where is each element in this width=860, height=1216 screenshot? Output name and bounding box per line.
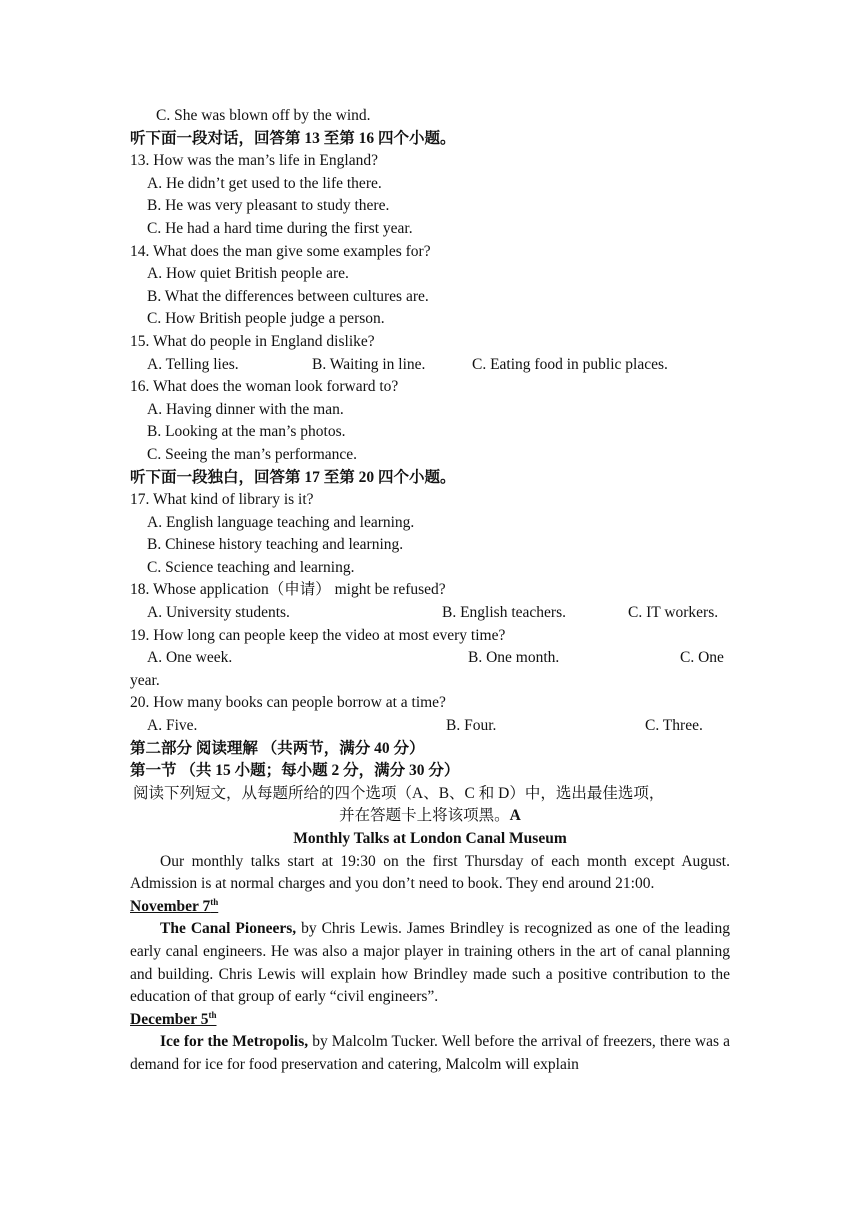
question-15: 15. What do people in England dislike?: [130, 332, 375, 350]
page-content: [130, 105, 730, 1077]
passage-letter: A: [509, 807, 521, 825]
q15-option-c: C. Eating food in public places.: [472, 355, 668, 373]
q18-options: [130, 602, 730, 625]
question-13: 13. How was the man’s life in England?: [130, 152, 378, 170]
q17-option-a: A. English language teaching and learning.: [147, 513, 415, 531]
q19-option-a: A. One week.: [147, 649, 233, 667]
instructions-line-2: [130, 805, 730, 828]
november-talk-body: by Chris Lewis. James Brindley is recognized as one of the leading early canal engineers. He was also a major player in training others in the art of canal planning and building. Chris Lewis will explain how Brindley made such a positive contribution to the education of that group of early “civil engineers”.: [130, 920, 730, 1006]
q14-option-a: A. How quiet British people are.: [147, 265, 349, 283]
q20-option-c: C. Three.: [645, 717, 703, 735]
q12-option-c: C. She was blown off by the wind.: [156, 107, 371, 124]
question-19: 19. How long can people keep the video at most every time?: [130, 626, 506, 644]
q15-option-a: A. Telling lies.: [147, 355, 239, 373]
instructions-text: 并在答题卡上将该项黑。: [339, 807, 510, 825]
question-17: 17. What kind of library is it?: [130, 491, 314, 509]
question-20: 20. How many books can people borrow at a time?: [130, 694, 446, 712]
q13-option-a: A. He didn’t get used to the life there.: [147, 174, 382, 192]
intro-text: Our monthly talks start at 19:30 on the first Thursday of each month except August. Admission is at normal charges and you don’t need to book. They end around 21:00.: [130, 852, 730, 893]
november-paragraph: [130, 918, 730, 1008]
section-heading-dialogue: 听下面一段对话，回答第 13 至第 16 四个小题。: [130, 129, 456, 147]
november-talk-title: The Canal Pioneers,: [160, 920, 297, 938]
q19-option-c-wrap: year.: [130, 671, 160, 689]
q17-option-c: C. Science teaching and learning.: [147, 558, 355, 576]
part-two-heading: 第二部分 阅读理解 （共两节，满分 40 分）: [130, 739, 425, 757]
q13-option-c: C. He had a hard time during the first year.: [147, 219, 413, 237]
question-16: 16. What does the woman look forward to?: [130, 378, 399, 396]
q20-option-a: A. Five.: [147, 717, 198, 735]
q16-option-a: A. Having dinner with the man.: [147, 400, 344, 418]
intro-paragraph: [130, 851, 730, 896]
instructions-line-1: 阅读下列短文，从每题所给的四个选项（A、B、C 和 D）中，选出最佳选项，: [133, 784, 665, 802]
section-heading-monologue: 听下面一段独白，回答第 17 至第 20 四个小题。: [130, 468, 456, 486]
december-date: December 5th: [130, 1009, 217, 1028]
q19-options: [130, 647, 730, 670]
q13-option-b: B. He was very pleasant to study there.: [147, 197, 390, 215]
q18-option-b: B. English teachers.: [442, 604, 566, 622]
passage-title: Monthly Talks at London Canal Museum: [293, 830, 567, 847]
q15-options: [130, 354, 730, 377]
november-date: November 7th: [130, 896, 219, 915]
q15-option-b: B. Waiting in line.: [312, 355, 426, 373]
question-14: 14. What does the man give some examples for?: [130, 242, 431, 260]
q19-option-c: C. One: [680, 649, 724, 667]
december-talk-title: Ice for the Metropolis,: [160, 1033, 309, 1051]
q17-option-b: B. Chinese history teaching and learning.: [147, 536, 404, 554]
q18-option-c: C. IT workers.: [628, 604, 719, 622]
november-heading: [130, 896, 730, 919]
q20-option-b: B. Four.: [446, 717, 497, 735]
december-heading: [130, 1009, 730, 1032]
q14-option-c: C. How British people judge a person.: [147, 310, 385, 328]
section-one-heading: 第一节 （共 15 小题；每小题 2 分，满分 30 分）: [130, 762, 460, 780]
q19-option-b: B. One month.: [468, 649, 560, 667]
december-talk-body: by Malcolm Tucker. Well before the arrival of freezers, there was a demand for ice for food preservation and catering, Malcolm will explain: [130, 1033, 730, 1073]
q20-options: [130, 715, 730, 738]
q18-option-a: A. University students.: [147, 604, 290, 622]
q16-option-c: C. Seeing the man’s performance.: [147, 445, 358, 463]
question-18: 18. Whose application（申请） might be refused?: [130, 581, 446, 599]
december-paragraph: [130, 1031, 730, 1076]
q14-option-b: B. What the differences between cultures are.: [147, 287, 429, 305]
q16-option-b: B. Looking at the man’s photos.: [147, 423, 346, 441]
